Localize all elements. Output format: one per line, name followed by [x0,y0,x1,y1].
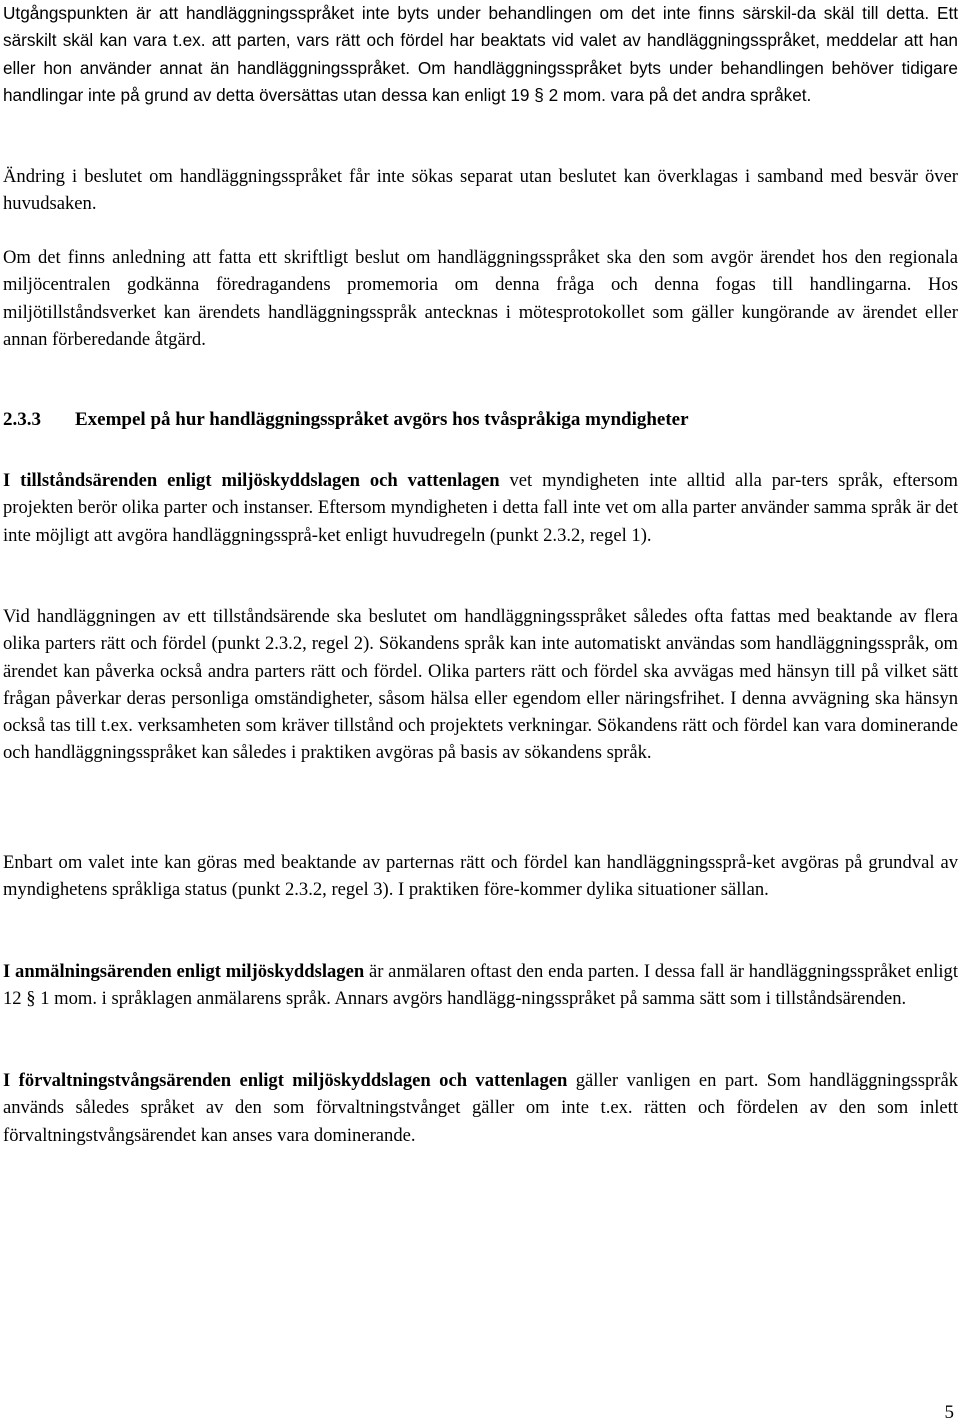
paragraph-permit-handling [3,603,958,767]
section-heading [3,406,958,433]
section-number: 2.3.3 [3,409,41,430]
paragraph-appeal [3,163,958,218]
bold-lead: I förvaltningstvångsärenden enligt miljöskyddslagen och vattenlagen [3,1070,568,1091]
paragraph-language-status [3,849,958,904]
paragraph-text: Ändring i beslutet om handläggningsspråket får inte sökas separat utan beslutet kan överklagas i samband med besvär över huvudsaken. [3,166,958,215]
paragraph-text: Vid handläggningen av ett tillståndsärende ska beslutet om handläggningsspråket således ofta fattas med beaktande av flera olika parters rätt och fördel (punkt 2.3.2, regel 2). Sökandens språk kan inte automatiskt användas som handläggningsspråk, om ärendet kan påverka också andra parters rätt och fördel. Olika parters rätt och fördel ska avvägas med hänsyn till på vilket sätt frågan påverkar deras personliga omständigheter, såsom hälsa eller egendom eller näringsfrihet. I denna avvägning ska hänsyn också tas till t.ex. verksamheten som kräver tillstånd och projektets verkningar. Sökandens rätt och fördel kan vara dominerande och handläggningsspråket kan således i praktiken avgöras på basis av sökandens språk. [3,606,958,764]
paragraph-text: Enbart om valet inte kan göras med beaktande av parternas rätt och fördel kan handläggningssprå-ket avgöras på grundval av myndighetens språkliga status (punkt 2.3.2, regel 3). I praktiken före-kommer dylika situationer sällan. [3,852,958,901]
paragraph-text: vet myndigheten inte alltid alla par-ters språk, eftersom projekten berör olika parter och instanser. Eftersom myndigheten i detta fall inte vet om alla parter använder samma språk är det inte möjligt att avgöra handläggningssprå-ket enligt huvudregeln (punkt 2.3.2, regel 1). [3,470,958,546]
paragraph-language-change [3,0,958,109]
paragraph-text: gäller vanligen en part. Som handläggningsspråk används således språket av den som förvaltningstvånget gäller om inte t.ex. rätten och fördelen av den som inlett förvaltningstvångsärendet kan anses vara dominerande. [3,1070,958,1146]
paragraph-permit-cases [3,467,958,549]
paragraph-text: Om det finns anledning att fatta ett skriftligt beslut om handläggningsspråket ska den som avgör ärendet hos den regionala miljöcentralen godkänna föredragandens promemoria om denna fråga och denna fogas till handlingarna. Hos miljötillståndsverket kan ärendets handläggningsspråk antecknas i mötesprotokollet som gäller kungörande av ärendet eller annan förberedande åtgärd. [3,247,958,350]
paragraph-text: är anmälaren oftast den enda parten. I dessa fall är handläggningsspråket enligt 12 § 1 mom. i språklagen anmälarens språk. Annars avgörs handlägg-ningsspråket på samma sätt som i tillståndsärenden. [3,961,958,1010]
page-number: 5 [944,1402,954,1423]
bold-lead: I tillståndsärenden enligt miljöskyddslagen och vattenlagen [3,470,500,491]
paragraph-text: Utgångspunkten är att handläggningsspråket inte byts under behandlingen om det inte finns särskil-da skäl till detta. Ett särskilt skäl kan vara t.ex. att parten, vars rätt och fördel har beaktats vid valet av handläggningsspråket, meddelar att han eller hon använder annat än handläggningsspråket. Om handläggningsspråket byts under behandlingen behöver tidigare handlingar inte på grund av detta översättas utan dessa kan enligt 19 § 2 mom. vara på det andra språket. [3,3,958,105]
paragraph-notification-cases [3,958,958,1013]
paragraph-coercion-cases [3,1067,958,1149]
paragraph-written-decision [3,244,958,353]
section-title: Exempel på hur handläggningsspråket avgörs hos tvåspråkiga myndigheter [75,409,689,430]
bold-lead: I anmälningsärenden enligt miljöskyddslagen [3,961,365,982]
